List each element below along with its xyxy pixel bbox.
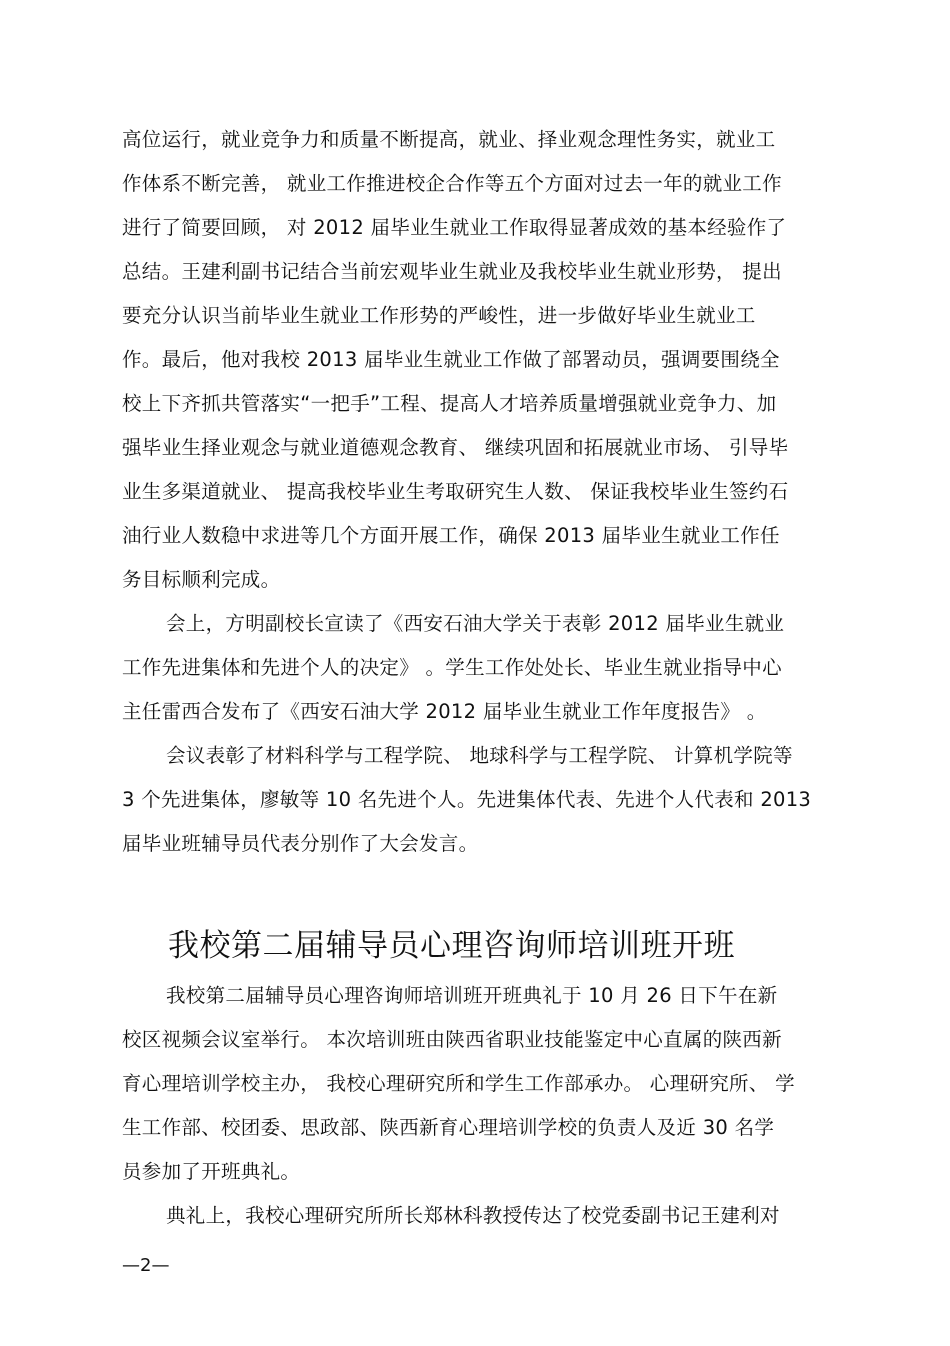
paragraph-line: 总结。王建利副书记结合当前宏观毕业生就业及我校毕业生就业形势， 提出 [122,260,782,283]
paragraph-line: 油行业人数稳中求进等几个方面开展工作，确保 2013 届毕业生就业工作任 [122,524,780,547]
section-title: 我校第二届辅导员心理咨询师培训班开班 [168,928,735,964]
paragraph-line: 进行了简要回顾， 对 2012 届毕业生就业工作取得显著成效的基本经验作了 [122,216,787,239]
paragraph-line: 高位运行，就业竞争力和质量不断提高，就业、择业观念理性务实，就业工 [122,128,776,151]
paragraph-line: 届毕业班辅导员代表分别作了大会发言。 [122,832,479,855]
paragraph-line: 典礼上，我校心理研究所所长郑林科教授传达了校党委副书记王建利对 [166,1204,780,1227]
paragraph-line: 作。最后，他对我校 2013 届毕业生就业工作做了部署动员，强调要围绕全 [122,348,780,371]
paragraph-line: 务目标顺利完成。 [122,568,281,591]
paragraph-line: 会议表彰了材料科学与工程学院、 地球科学与工程学院、 计算机学院等 [166,744,793,767]
paragraph-line: 我校第二届辅导员心理咨询师培训班开班典礼于 10 月 26 日下午在新 [166,984,778,1007]
paragraph-line: 业生多渠道就业、 提高我校毕业生考取研究生人数、 保证我校毕业生签约石 [122,480,789,503]
paragraph-line: 要充分认识当前毕业生就业工作形势的严峻性，进一步做好毕业生就业工 [122,304,756,327]
paragraph-line: 主任雷西合发布了《西安石油大学 2012 届毕业生就业工作年度报告》 。 [122,700,767,723]
paragraph-line: 会上，方明副校长宣读了《西安石油大学关于表彰 2012 届毕业生就业 [166,612,785,635]
paragraph-line: 育心理培训学校主办， 我校心理研究所和学生工作部承办。 心理研究所、 学 [122,1072,795,1095]
paragraph-line: 校上下齐抓共管落实“一把手”工程、提高人才培养质量增强就业竞争力、加 [122,392,777,415]
paragraph-line: 校区视频会议室举行。 本次培训班由陕西省职业技能鉴定中心直属的陕西新 [122,1028,782,1051]
page-number: —2— [122,1255,170,1276]
paragraph-line: 3 个先进集体，廖敏等 10 名先进个人。先进集体代表、先进个人代表和 2013 [122,788,812,811]
paragraph-line: 工作先进集体和先进个人的决定》 。学生工作处处长、毕业生就业指导中心 [122,656,782,679]
paragraph-line: 强毕业生择业观念与就业道德观念教育、 继续巩固和拓展就业市场、 引导毕 [122,436,789,459]
paragraph-line: 生工作部、校团委、思政部、陕西新育心理培训学校的负责人及近 30 名学 [122,1116,775,1139]
paragraph-line: 作体系不断完善， 就业工作推进校企合作等五个方面对过去一年的就业工作 [122,172,782,195]
paragraph-line: 员参加了开班典礼。 [122,1160,301,1183]
